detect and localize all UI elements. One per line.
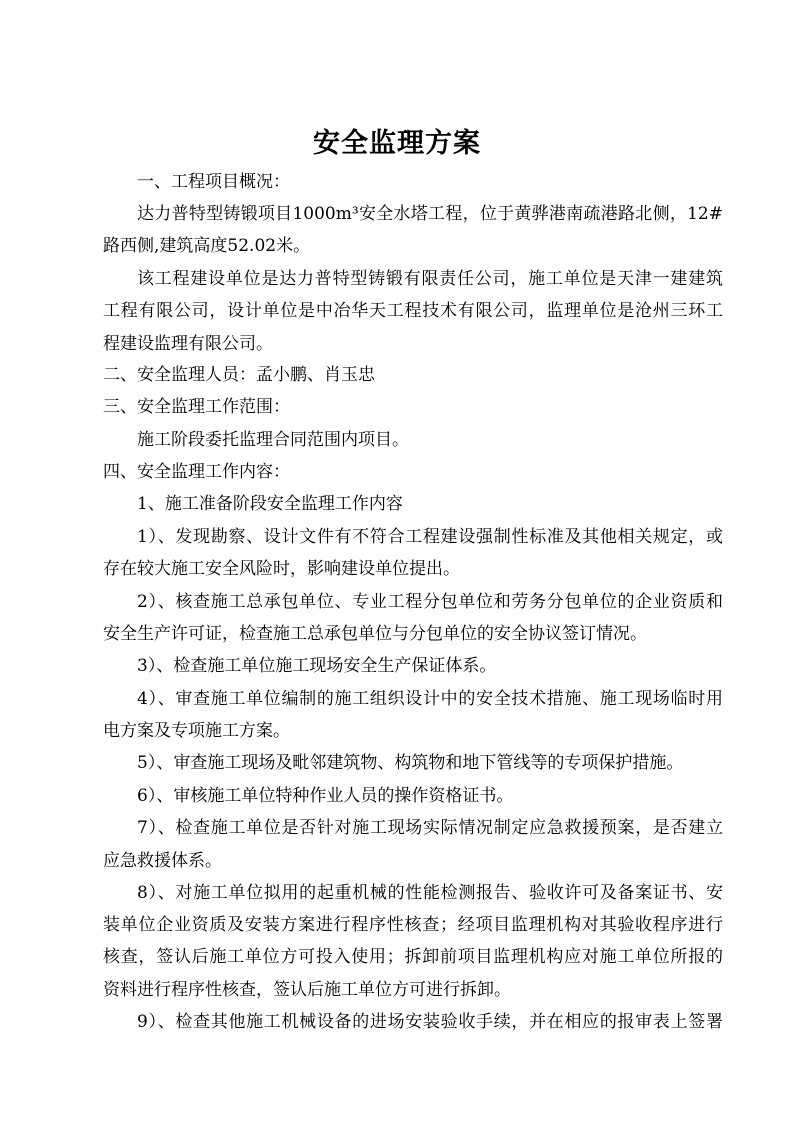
- list-item-line: 8）、对施工单位拟用的起重机械的性能检测报告、验收许可及备案证书、安: [137, 883, 723, 903]
- paragraph-line: 达力普特型铸锻项目1000m³安全水塔工程，位于黄骅港南疏港路北侧，12#: [137, 204, 723, 224]
- list-item-line: 核查，签认后施工单位方可投入使用；拆卸前项目监理机构应对施工单位所报的: [103, 947, 723, 967]
- list-item-line: 资料进行程序性核查，签认后施工单位方可进行拆卸。: [103, 980, 511, 1000]
- paragraph-line: 该工程建设单位是达力普特型铸锻有限责任公司，施工单位是天津一建建筑: [137, 269, 723, 289]
- list-item-line: 3）、检查施工单位施工现场安全生产保证体系。: [137, 656, 497, 676]
- list-item-line: 5）、审查施工现场及毗邻建筑物、构筑物和地下管线等的专项保护措施。: [137, 753, 684, 773]
- list-item-line: 装单位企业资质及安装方案进行程序性核查；经项目监理机构对其验收程序进行: [103, 915, 723, 935]
- paragraph-line: 工程有限公司，设计单位是中冶华天工程技术有限公司，监理单位是沧州三环工: [103, 301, 723, 321]
- list-item-line: 6）、审核施工单位特种作业人员的操作资格证书。: [137, 786, 514, 806]
- list-item-line: 2）、核查施工总承包单位、专业工程分包单位和劳务分包单位的企业资质和: [137, 592, 723, 612]
- section-heading-2: 二、安全监理人员：孟小鹏、肖玉忠: [103, 365, 375, 385]
- paragraph-line: 路西侧,建筑高度52.02米。: [103, 236, 311, 256]
- list-item-line: 4）、审查施工单位编制的施工组织设计中的安全技术措施、施工现场临时用: [137, 689, 723, 709]
- list-item-line: 9）、检查其他施工机械设备的进场安装验收手续，并在相应的报审表上签署: [137, 1012, 723, 1032]
- list-item-line: 安全生产许可证，检查施工总承包单位与分包单位的安全协议签订情况。: [103, 624, 647, 644]
- paragraph-line: 程建设监理有限公司。: [103, 334, 273, 354]
- list-item-line: 1）、发现勘察、设计文件有不符合工程建设强制性标准及其他相关规定，或: [137, 527, 723, 547]
- section-heading-3: 三、安全监理工作范围：: [103, 397, 290, 417]
- section-heading-1: 一、工程项目概况：: [137, 172, 290, 192]
- list-item-line: 应急救援体系。: [103, 851, 222, 871]
- section-heading-4: 四、安全监理工作内容：: [103, 462, 290, 482]
- document-title: 安全监理方案: [313, 128, 481, 159]
- list-item-line: 7）、检查施工单位是否针对施工现场实际情况制定应急救援预案，是否建立: [137, 818, 723, 838]
- subsection-heading: 1、施工准备阶段安全监理工作内容: [137, 494, 403, 514]
- list-item-line: 存在较大施工安全风险时，影响建设单位提出。: [103, 559, 460, 579]
- list-item-line: 电方案及专项施工方案。: [103, 721, 290, 741]
- paragraph-line: 施工阶段委托监理合同范围内项目。: [137, 430, 409, 450]
